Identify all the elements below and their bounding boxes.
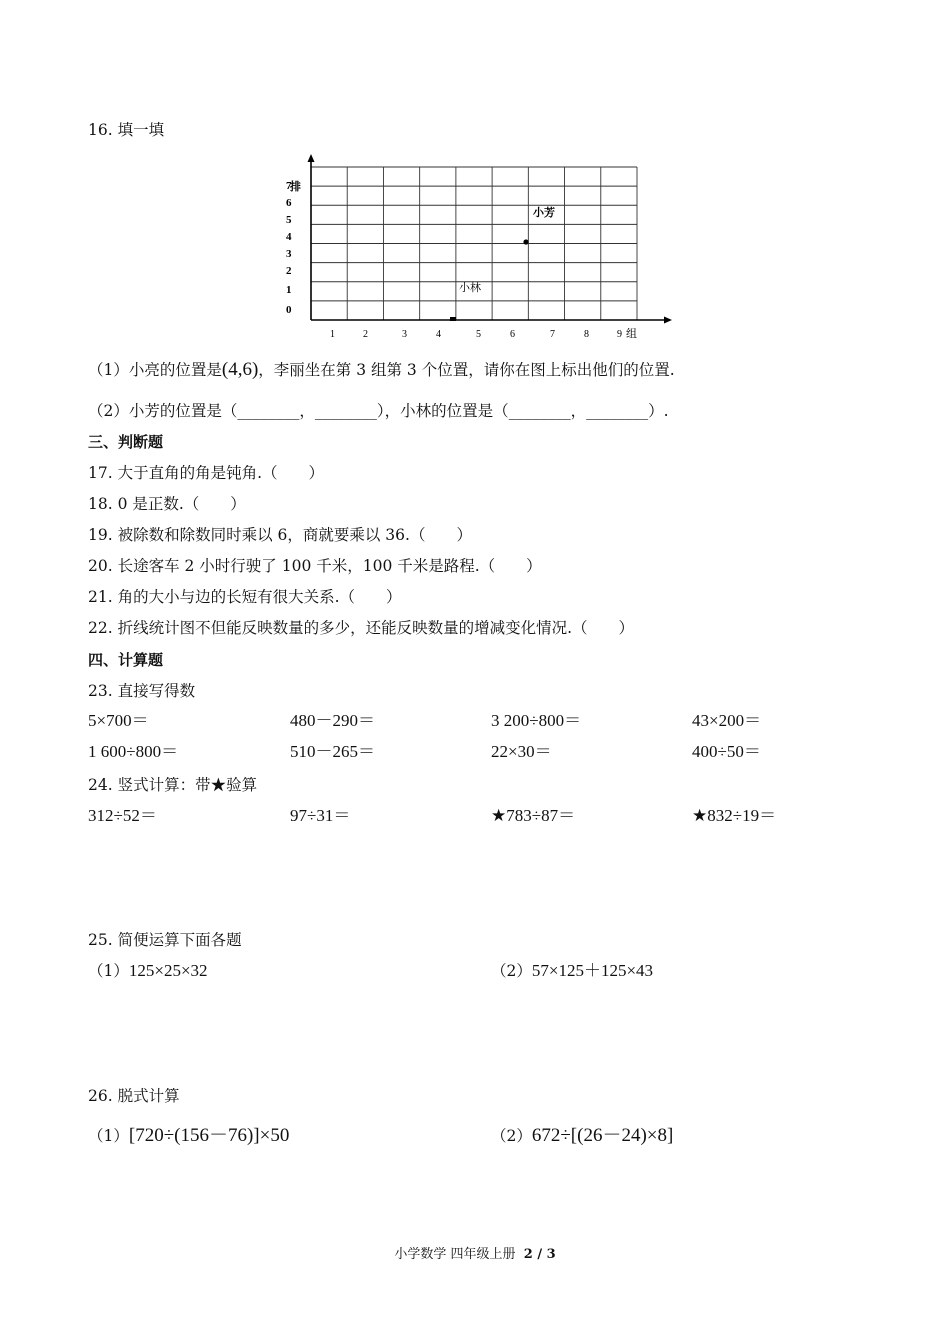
q20: 20. 长途客车 2 小时行驶了 100 千米，100 千米是路程.（ ） <box>88 557 542 575</box>
seat-grid-svg <box>278 150 678 345</box>
x-tick-label: 5 <box>476 329 481 340</box>
q21: 21. 角的大小与边的长短有很大关系.（ ） <box>88 588 402 606</box>
y-unit-label: 排 <box>290 181 301 193</box>
x-tick-label: 4 <box>436 329 441 340</box>
y-tick-label: 7 <box>286 180 292 192</box>
q24-c4: ★832÷19＝ <box>692 806 777 825</box>
q23-r2-c2: 510－265＝ <box>290 742 375 761</box>
y-tick-label: 3 <box>286 248 292 260</box>
x-unit-label: 组 <box>626 328 637 340</box>
q17: 17. 大于直角的角是钝角.（ ） <box>88 464 325 482</box>
q25-part2 <box>491 961 653 981</box>
q26-part2-label: （2） <box>491 1127 532 1145</box>
grid-lines <box>311 167 637 320</box>
q16-part1-suffix: ，李丽坐在第 3 组第 3 个位置，请你在图上标出他们的位置. <box>258 361 675 379</box>
x-tick-label: 2 <box>363 329 368 340</box>
y-axis-arrow <box>308 154 315 162</box>
q23-title: 23. 直接写得数 <box>88 682 196 700</box>
x-tick-labels <box>330 329 622 340</box>
q23-r1-c2: 480－290＝ <box>290 711 375 730</box>
q16-part1-coord: (4,6) <box>221 359 259 380</box>
q26-part1-expr: [720÷(156－76)]×50 <box>128 1125 290 1146</box>
y-tick-label: 5 <box>286 214 292 226</box>
q16-title: 16. 填一填 <box>88 121 165 139</box>
x-axis-arrow <box>664 317 672 324</box>
q16-part1 <box>88 360 675 380</box>
q26-part2 <box>491 1126 673 1146</box>
q22: 22. 折线统计图不但能反映数量的多少，还能反映数量的增减变化情况.（ ） <box>88 619 635 637</box>
x-tick-label: 7 <box>550 329 555 340</box>
q18: 18. 0 是正数.（ ） <box>88 495 246 513</box>
q26-part2-expr: 672÷[(26－24)×8] <box>531 1125 674 1146</box>
q23-r2-c3: 22×30＝ <box>491 742 552 761</box>
y-tick-label: 4 <box>286 231 292 243</box>
point-label-xiaofang: 小芳 <box>533 207 555 219</box>
x-tick-label: 3 <box>402 329 407 340</box>
seat-grid-chart <box>278 150 678 345</box>
q24-c2: 97÷31＝ <box>290 806 351 825</box>
q26-part1-label: （1） <box>88 1127 129 1145</box>
y-tick-label: 1 <box>286 284 292 296</box>
q25-part1-expr: 125×25×32 <box>128 961 208 980</box>
footer-sep: / <box>532 1247 547 1262</box>
section3-title: 三、判断题 <box>88 433 164 451</box>
y-tick-label: 2 <box>286 265 292 277</box>
q23-r1-c1: 5×700＝ <box>88 711 149 730</box>
q16-part2: （2）小芳的位置是（________，________），小林的位置是（________，________）. <box>88 402 669 420</box>
footer-subject: 小学数学 四年级上册 <box>394 1247 516 1262</box>
y-tick-labels <box>286 180 292 316</box>
q24-title: 24. 竖式计算：带★验算 <box>88 776 258 794</box>
q24-c1: 312÷52＝ <box>88 806 157 825</box>
section4-title: 四、计算题 <box>88 651 164 669</box>
q16-part1-prefix: （1）小亮的位置是 <box>88 361 222 379</box>
q26-title: 26. 脱式计算 <box>88 1087 180 1105</box>
x-tick-label: 8 <box>584 329 589 340</box>
q25-part1-label: （1） <box>88 962 129 980</box>
q19: 19. 被除数和除数同时乘以 6，商就要乘以 36.（ ） <box>88 526 472 544</box>
q23-r2-c1: 1 600÷800＝ <box>88 742 179 761</box>
point-label-xiaolin: 小林 <box>459 282 481 294</box>
q26-part1 <box>88 1126 289 1146</box>
y-tick-label: 0 <box>286 304 292 316</box>
x-tick-label: 1 <box>330 329 335 340</box>
q25-part1 <box>88 961 208 981</box>
y-tick-label: 6 <box>286 197 292 209</box>
point-xiaofang <box>523 239 528 244</box>
footer-page: 2 <box>523 1247 533 1262</box>
q23-r2-c4: 400÷50＝ <box>692 742 761 761</box>
point-xiaolin <box>450 317 456 321</box>
footer-total: 3 <box>546 1247 556 1262</box>
q24-c3: ★783÷87＝ <box>491 806 576 825</box>
page-footer <box>0 1243 950 1262</box>
q23-r1-c4: 43×200＝ <box>692 711 762 730</box>
q25-part2-expr: 57×125＋125×43 <box>531 961 654 980</box>
x-tick-label: 9 <box>617 329 622 340</box>
q25-part2-label: （2） <box>491 962 532 980</box>
q25-title: 25. 简便运算下面各题 <box>88 931 242 949</box>
x-tick-label: 6 <box>510 329 515 340</box>
q23-r1-c3: 3 200÷800＝ <box>491 711 582 730</box>
